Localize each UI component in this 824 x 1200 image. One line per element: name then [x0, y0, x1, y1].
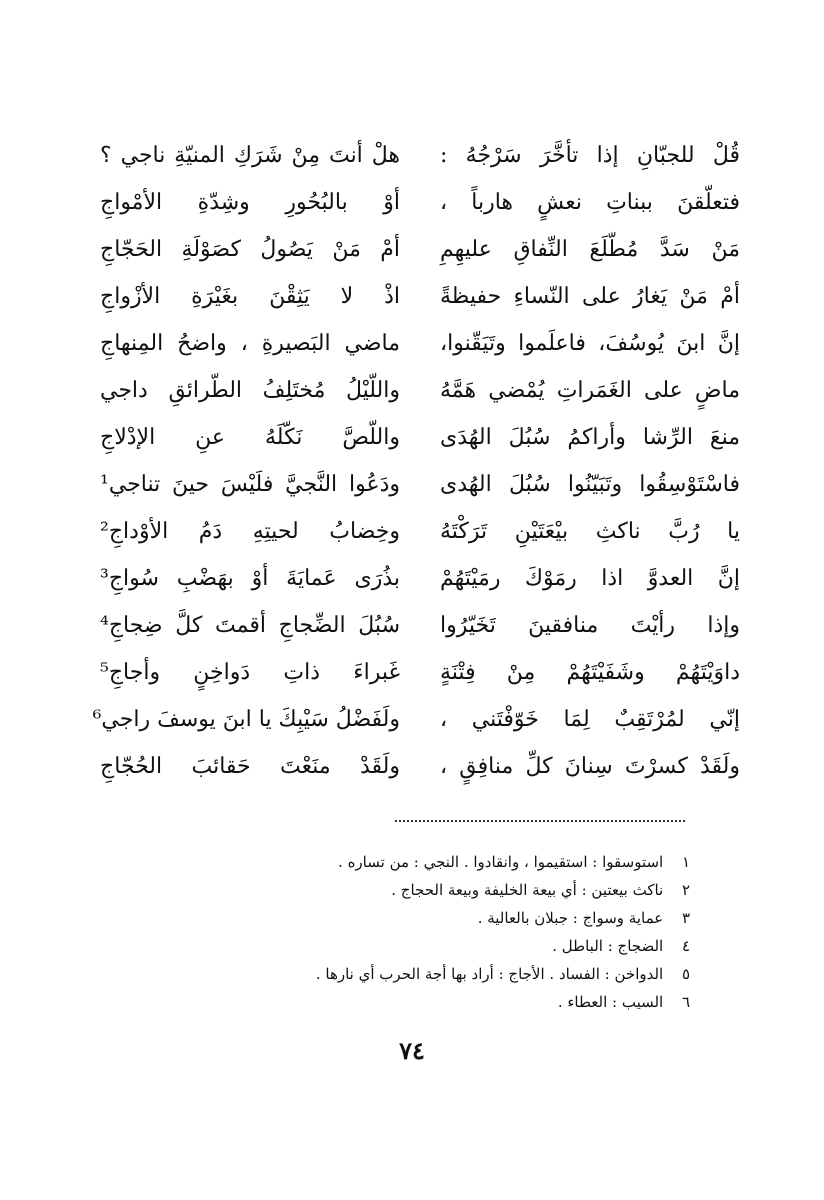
footnote-number: ٦ — [681, 993, 690, 1011]
verse — [92, 696, 740, 743]
verse — [100, 602, 740, 649]
footnote — [200, 988, 690, 1016]
verse-first-hemistich: فتعلّقنَ ببناتِ نعشٍ هارباً ، — [440, 189, 740, 215]
footnote-text: السيب : العطاء . — [557, 993, 664, 1011]
verse-second-hemistich: ماضي البَصيرةِ ، واضحُ المِنهاجِ — [100, 330, 400, 356]
footnote-divider — [395, 820, 685, 822]
page-number: ٧٤ — [399, 1036, 425, 1065]
verse-second-hemistich: أمْ مَنْ يَصُولُ كصَوْلَةِ الحَجّاجِ — [100, 236, 400, 262]
verse — [100, 555, 740, 602]
footnote — [200, 876, 690, 904]
verse-first-hemistich: وإذا رأيْتَ منافقينَ تَخَيّرُوا — [440, 612, 740, 638]
verse-first-hemistich: فاسْتَوْسِقُوا وتَبَيّنُوا سُبُلَ الهُدى — [440, 471, 740, 497]
verse-second-hemistich: وخِضابُ لحيتِهِ دَمُ الأوْداجِ² — [100, 518, 400, 544]
poem — [92, 132, 740, 790]
verse — [100, 320, 740, 367]
verse-first-hemistich: ولَقَدْ كسرْتَ سِنانَ كلِّ منافِقٍ ، — [440, 753, 740, 779]
footnote — [200, 932, 690, 960]
footnote-number: ٤ — [681, 937, 690, 955]
verse — [100, 649, 740, 696]
verse-second-hemistich: ولَقَدْ منَعْتَ حَقائبَ الحُجّاجِ — [100, 753, 400, 779]
verse-first-hemistich: إنَّ ابنَ يُوسُفَ، فاعلَموا وتَيَقّنوا، — [440, 330, 740, 356]
footnote-text: ناكث بيعتين : أي بيعة الخليفة وبيعة الحجاج . — [391, 881, 664, 899]
footnote — [200, 904, 690, 932]
verse — [100, 508, 740, 555]
verse-first-hemistich: إنّي لمُرْتَقِبٌ لِمَا خَوّفْتَني ، — [440, 706, 740, 732]
verse — [100, 179, 740, 226]
verse-second-hemistich: واللّصَّ نَكّلَهُ عنِ الإدْلاجِ — [100, 424, 400, 450]
verse-first-hemistich: ماضٍ على الغَمَراتِ يُمْضي هَمَّهُ — [440, 377, 740, 403]
footnote-text: استوسقوا : استقيموا ، وانقادوا . النجي : من تساره . — [338, 853, 664, 871]
footnote-text: الدواخن : الفساد . الأجاج : أراد بها أجة الحرب أي نارها . — [315, 965, 664, 983]
verse — [100, 461, 740, 508]
verse — [100, 367, 740, 414]
verse-second-hemistich: غَبراءَ ذاتِ دَواخِنٍ وأجاجِ⁵ — [100, 659, 400, 685]
verse-second-hemistich: سُبُلَ الضِّجاجِ أقمتَ كلَّ ضِجاجِ⁴ — [100, 612, 400, 638]
footnote-number: ٥ — [681, 965, 690, 983]
verse-first-hemistich: داوَيْتَهُمْ وشَفَيْتَهُمْ مِنْ فِتْنَةٍ — [440, 659, 740, 685]
verse-second-hemistich: أوْ بالبُحُورِ وشِدّةِ الأمْواجِ — [100, 189, 400, 215]
verse-second-hemistich: اذْ لا يَثِقْنَ بغَيْرَةِ الأزْواجِ — [100, 283, 400, 309]
footnotes — [200, 848, 690, 1016]
verse — [100, 273, 740, 320]
footnote-text: الضجاج : الباطل . — [552, 937, 664, 955]
verse-second-hemistich: بذُرَى عَمايَةَ أوْ بهَضْبِ سُواجِ³ — [100, 565, 400, 591]
verse — [100, 132, 740, 179]
verse-first-hemistich: أمْ مَنْ يَغارُ على النّساءِ حفيظةً — [440, 283, 740, 309]
verse-first-hemistich: منعَ الرِّشا وأراكمُ سُبُلَ الهُدَى — [440, 424, 740, 450]
verse-first-hemistich: يا رُبَّ ناكثِ بيْعَتَيْنِ تَرَكْتَهُ — [440, 518, 740, 544]
verse-second-hemistich: ودَعُوا النَّجيَّ فلَيْسَ حينَ تناجي¹ — [100, 471, 400, 497]
verse — [100, 226, 740, 273]
verse-first-hemistich: قُلْ للجبّانِ إذا تأخَّرَ سَرْجُهُ : — [440, 142, 740, 168]
footnote-number: ٢ — [681, 881, 690, 899]
verse-second-hemistich: ولَفَضْلُ سَيْبِكَ يا ابنَ يوسفَ راجي⁶ — [92, 706, 400, 732]
footnote-text: عماية وسواج : جبلان بالعالية . — [477, 909, 664, 927]
verse-first-hemistich: إنَّ العدوَّ اذا رمَوْكَ رمَيْتَهُمْ — [440, 565, 740, 591]
verse-second-hemistich: واللّيْلُ مُختَلِفُ الطّرائقِ داجي — [100, 377, 400, 403]
footnote — [200, 960, 690, 988]
verse — [100, 414, 740, 461]
footnote-number: ٣ — [681, 909, 690, 927]
verse-first-hemistich: مَنْ سَدَّ مُطّلَعَ النِّفاقِ عليهِمِ — [440, 236, 740, 262]
footnote-number: ١ — [681, 853, 690, 871]
verse-second-hemistich: هلْ أنتَ مِنْ شَرَكِ المنيّةِ ناجي ؟ — [100, 142, 400, 168]
verse — [100, 743, 740, 790]
footnote — [200, 848, 690, 876]
